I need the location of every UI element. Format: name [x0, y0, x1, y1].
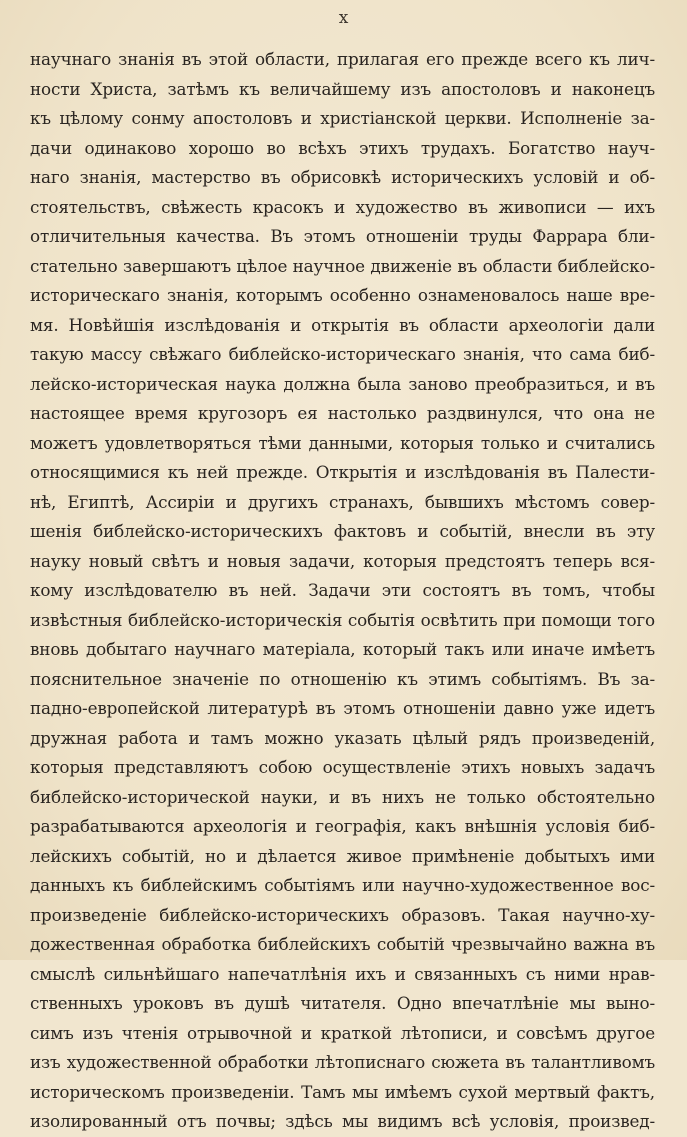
text-line: пояснительное значеніе по отношенію къ этимъ событіямъ. Въ за- [30, 668, 655, 689]
text-line: шенія библейско-историческихъ фактовъ и событій, внесли въ эту [30, 521, 655, 541]
text-line: лейско-историческая наука должна была заново преобразиться, и въ [30, 373, 655, 394]
text-line: извѣстныя библейско-историческія событія освѣтить при помощи того [30, 609, 655, 630]
text-line: такую массу свѣжаго библейско-историческаго знанія, что сама биб- [30, 344, 655, 364]
text-line: падно-европейской литературѣ въ этомъ отношеніи давно уже идетъ [30, 698, 655, 718]
text-line: мя. Новѣйшія изслѣдованія и открытія въ области археологіи дали [30, 314, 655, 335]
text-line: ственныхъ уроковъ въ душѣ читателя. Одно впечатлѣніе мы выно- [30, 993, 655, 1013]
text-line: ности Христа, затѣмъ къ величайшему изъ апостоловъ и наконецъ [30, 78, 655, 99]
text-line: изъ художественной обработки лѣтописнаго сюжета въ талантливомъ [30, 1052, 655, 1072]
text-line: лейскихъ событій, но и дѣлается живое примѣненіе добытыхъ ими [30, 845, 655, 866]
text-line: нѣ, Египтѣ, Ассиріи и другихъ странахъ, бывшихъ мѣстомъ совер- [30, 491, 655, 512]
body-text [30, 45, 655, 1137]
text-line: разрабатываются археологія и географія, какъ внѣшнія условія биб- [30, 816, 655, 836]
text-line: настоящее время кругозоръ ея настолько раздвинулся, что она не [30, 403, 655, 423]
text-line: которыя представляютъ собою осуществленіе этихъ новыхъ задачъ [30, 757, 655, 777]
text-line: научнаго знанія въ этой области, прилагая его прежде всего къ лич- [30, 49, 655, 69]
text-line: науку новый свѣтъ и новыя задачи, которыя предстоятъ теперь вся- [30, 550, 655, 571]
text-line: можетъ удовлетворяться тѣми данными, которыя только и считались [30, 432, 655, 453]
text-line: данныхъ къ библейскимъ событіямъ или научно-художественное вос- [30, 875, 655, 895]
text-line: относящимися къ ней прежде. Открытія и изслѣдованія въ Палести- [30, 462, 655, 482]
text-line: къ цѣлому сонму апостоловъ и христіанской церкви. Исполненіе за- [30, 108, 655, 128]
text-line: дожественная обработка библейскихъ событій чрезвычайно важна въ [30, 934, 655, 954]
text-line: историческаго знанія, которымъ особенно ознаменовалось наше вре- [30, 285, 655, 305]
text-line: смыслѣ сильнѣйшаго напечатлѣнія ихъ и связанныхъ съ ними нрав- [30, 963, 655, 984]
text-line: стательно завершаютъ цѣлое научное движеніе въ области библейско- [30, 255, 655, 276]
text-line: стоятельствъ, свѣжесть красокъ и художество въ живописи — ихъ [30, 196, 655, 217]
text-line: изолированный отъ почвы; здѣсь мы видимъ всѣ условія, произвед- [30, 1111, 655, 1131]
page-number: x [338, 8, 349, 28]
text-line: вновь добытаго научнаго матеріала, который такъ или иначе имѣетъ [30, 639, 655, 659]
text-line: дачи одинаково хорошо во всѣхъ этихъ трудахъ. Богатство науч- [30, 137, 655, 158]
text-line: дружная работа и тамъ можно указать цѣлый рядъ произведеній, [30, 727, 655, 748]
text-line: отличительныя качества. Въ этомъ отношеніи труды Фаррара бли- [30, 226, 655, 246]
text-line: библейско-исторической науки, и въ нихъ не только обстоятельно [30, 786, 655, 807]
text-line: историческомъ произведеніи. Тамъ мы имѣемъ сухой мертвый фактъ, [30, 1081, 655, 1102]
text-line: наго знанія, мастерство въ обрисовкѣ историческихъ условій и об- [30, 167, 655, 187]
text-line: симъ изъ чтенія отрывочной и краткой лѣтописи, и совсѣмъ другое [30, 1022, 655, 1043]
text-line: кому изслѣдователю въ ней. Задачи эти состоятъ въ томъ, чтобы [30, 580, 655, 600]
text-line: произведеніе библейско-историческихъ образовъ. Такая научно-ху- [30, 904, 655, 925]
